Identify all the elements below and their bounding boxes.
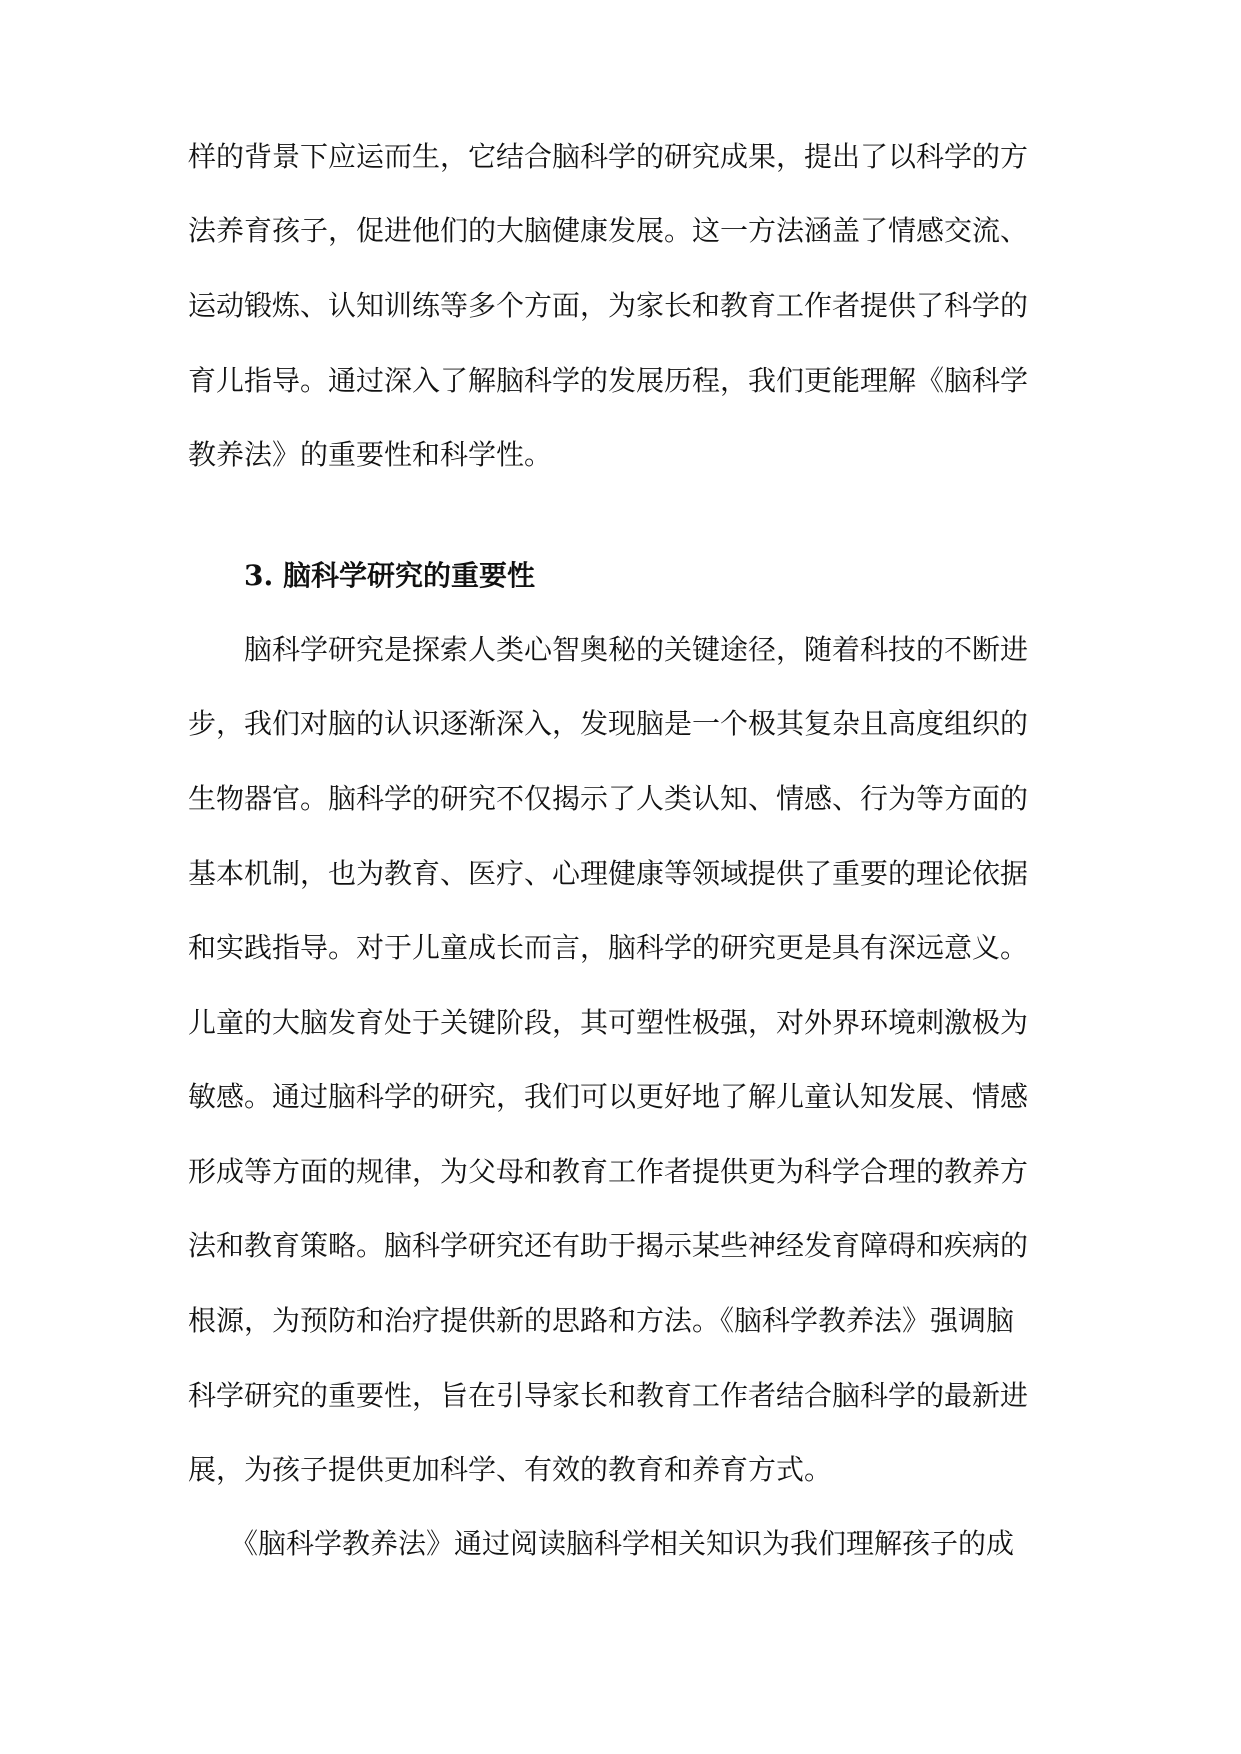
text-line: 育儿指导。通过深入了解脑科学的发展历程，我们更能理解《脑科学 (188, 364, 1029, 397)
text-line: 样的背景下应运而生，它结合脑科学的研究成果，提出了以科学的方 (188, 140, 1029, 173)
section-heading: 3. 脑科学研究的重要性 (244, 559, 535, 592)
text-line: 法养育孩子，促进他们的大脑健康发展。这一方法涵盖了情感交流、 (188, 214, 1029, 247)
text-line: 展，为孩子提供更加科学、有效的教育和养育方式。 (188, 1453, 833, 1486)
text-line: 步，我们对脑的认识逐渐深入，发现脑是一个极其复杂且高度组织的 (188, 707, 1029, 740)
text-line: 《脑科学教养法》通过阅读脑科学相关知识为我们理解孩子的成 (188, 1527, 1015, 1560)
text-line: 脑科学研究是探索人类心智奥秘的关键途径，随着科技的不断进 (188, 633, 1029, 666)
text-line: 根源，为预防和治疗提供新的思路和方法。《脑科学教养法》强调脑 (188, 1304, 1015, 1337)
text-line: 法和教育策略。脑科学研究还有助于揭示某些神经发育障碍和疾病的 (188, 1229, 1029, 1262)
text-line: 形成等方面的规律，为父母和教育工作者提供更为科学合理的教养方 (188, 1155, 1029, 1188)
text-line: 生物器官。脑科学的研究不仅揭示了人类认知、情感、行为等方面的 (188, 782, 1029, 815)
text-line: 教养法》的重要性和科学性。 (188, 438, 553, 471)
text-line: 儿童的大脑发育处于关键阶段，其可塑性极强，对外界环境刺激极为 (188, 1006, 1029, 1039)
text-line: 运动锻炼、认知训练等多个方面，为家长和教育工作者提供了科学的 (188, 289, 1029, 322)
text-line: 敏感。通过脑科学的研究，我们可以更好地了解儿童认知发展、情感 (188, 1080, 1029, 1113)
text-line: 基本机制，也为教育、医疗、心理健康等领域提供了重要的理论依据 (188, 857, 1029, 890)
text-line: 科学研究的重要性，旨在引导家长和教育工作者结合脑科学的最新进 (188, 1379, 1029, 1412)
text-line: 和实践指导。对于儿童成长而言，脑科学的研究更是具有深远意义。 (188, 931, 1029, 964)
